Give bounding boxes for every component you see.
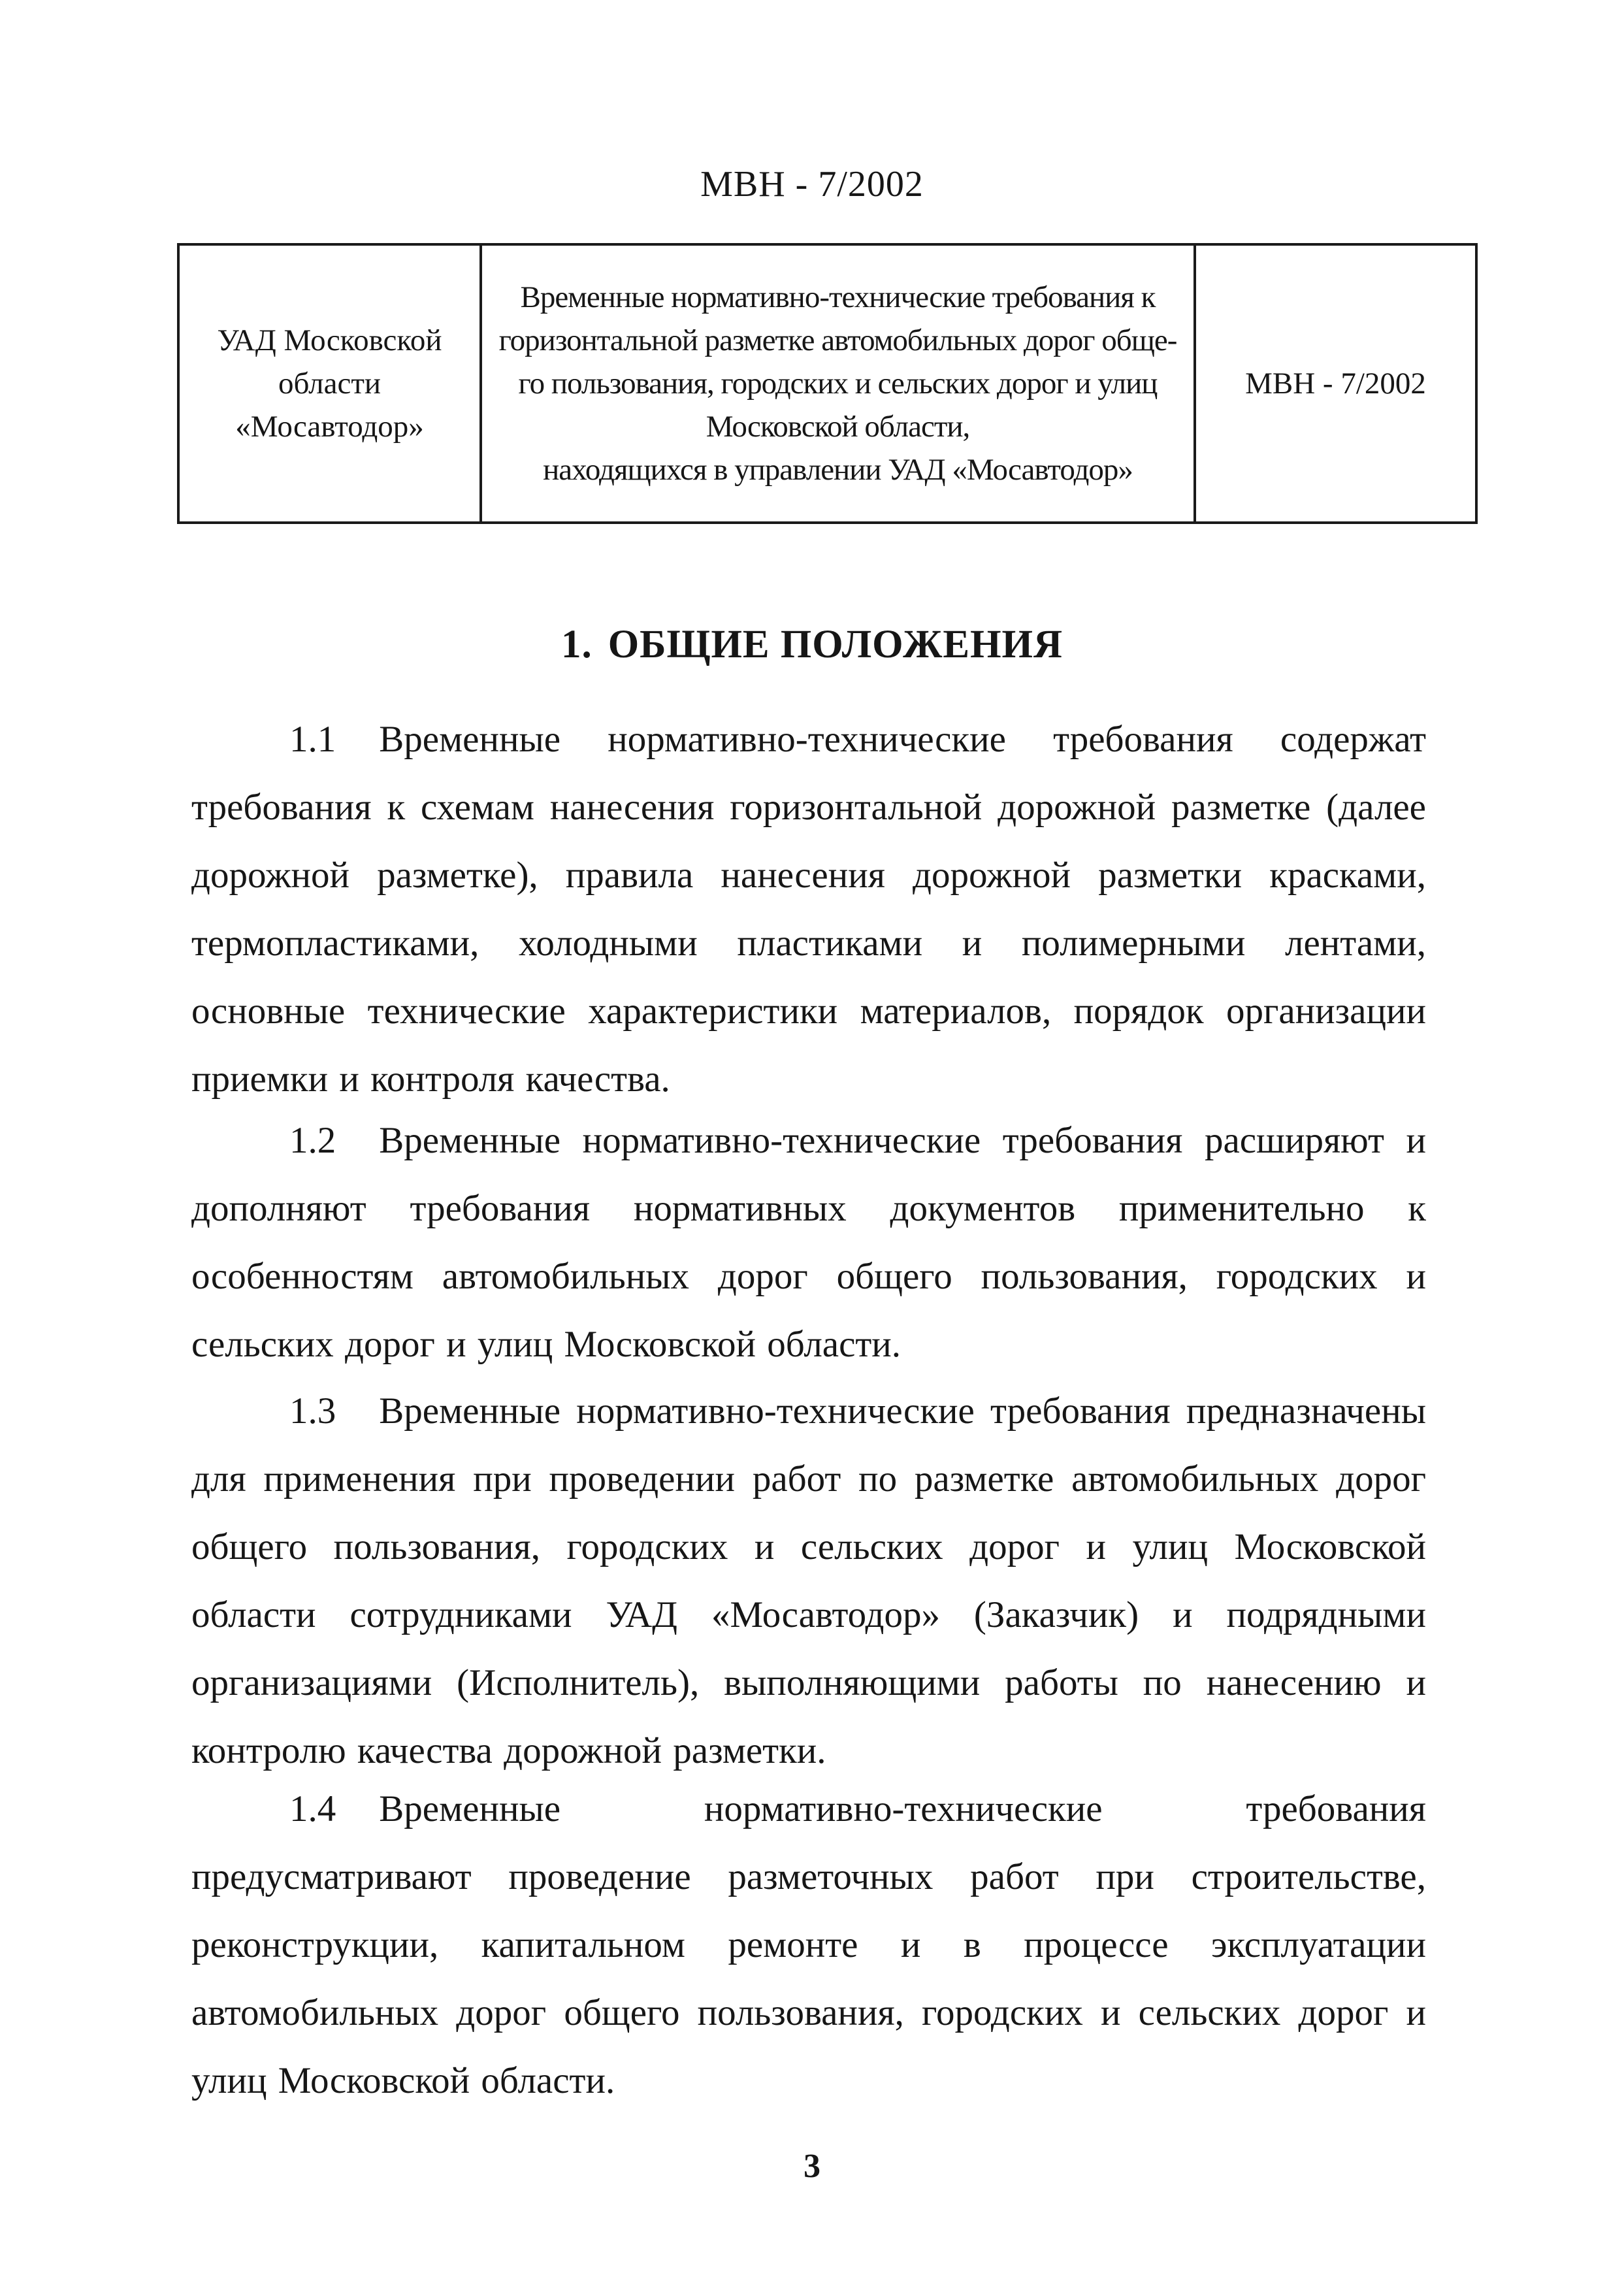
section-title: ОБЩИЕ ПОЛОЖЕНИЯ (608, 623, 1064, 666)
organization-line: «Мосавтодор» (235, 410, 424, 444)
document-code-top: МВН - 7/2002 (700, 164, 924, 205)
paragraph-number: 1.2 (289, 1120, 336, 1161)
paragraph-number: 1.3 (289, 1390, 336, 1432)
organization-line: УАД Московской (217, 323, 442, 357)
header-table (177, 243, 1478, 524)
paragraph (191, 1377, 1426, 1785)
document-title-cell (481, 244, 1195, 523)
paragraph (191, 1107, 1426, 1379)
paragraph-text: Временные нормативно-технические требования предусматривают проведение разметочных работ при строительстве, реконструкции, капитальном ремонте и в процессе эксплуатации автомобильных дорог общего пользования, городских и сельских дорог и улиц Московской области. (191, 1788, 1426, 2101)
paragraph (191, 706, 1426, 1113)
document-title-line: Временные нормативно-технические требования к (520, 280, 1156, 314)
organization-cell (178, 244, 481, 523)
paragraph (191, 1775, 1426, 2115)
paragraph-number: 1.4 (289, 1788, 336, 1829)
document-title-line: Московской области, (706, 410, 970, 444)
organization-line: области (278, 367, 382, 401)
section-number: 1. (560, 623, 593, 666)
page-number: 3 (804, 2148, 820, 2185)
document-title-line: го пользования, городских и сельских дорог и улиц (518, 367, 1158, 401)
paragraph-text: Временные нормативно-технические требования расширяют и дополняют требования нормативных документов применительно к особенностям автомобильных дорог общего пользования, городских и сельских дорог и улиц Московской области. (191, 1120, 1426, 1365)
document-code-cell: МВН - 7/2002 (1195, 244, 1476, 523)
paragraph-number: 1.1 (289, 719, 336, 760)
paragraph-text: Временные нормативно-технические требования предназначены для применения при проведении работ по разметке автомобильных дорог общего пользования, городских и сельских дорог и улиц Московской области сотрудниками УАД «Мосавтодор» (Заказчик) и подрядными организациями (Исполнитель), выполняющими работы по нанесению и контролю качества дорожной разметки. (191, 1390, 1426, 1771)
paragraph-text: Временные нормативно-технические требования содержат требования к схемам нанесения горизонтальной дорожной разметке (далее дорожной разметке), правила нанесения дорожной разметки красками, термопластиками, холодными пластиками и полимерными лентами, основные технические характеристики материалов, порядок организации приемки и контроля качества. (191, 719, 1426, 1100)
section-heading (0, 622, 1624, 668)
header-row (178, 244, 1476, 523)
document-title-line: горизонтальной разметке автомобильных дорог обще- (498, 323, 1177, 357)
document-title-line: находящихся в управлении УАД «Мосавтодор» (543, 453, 1133, 487)
